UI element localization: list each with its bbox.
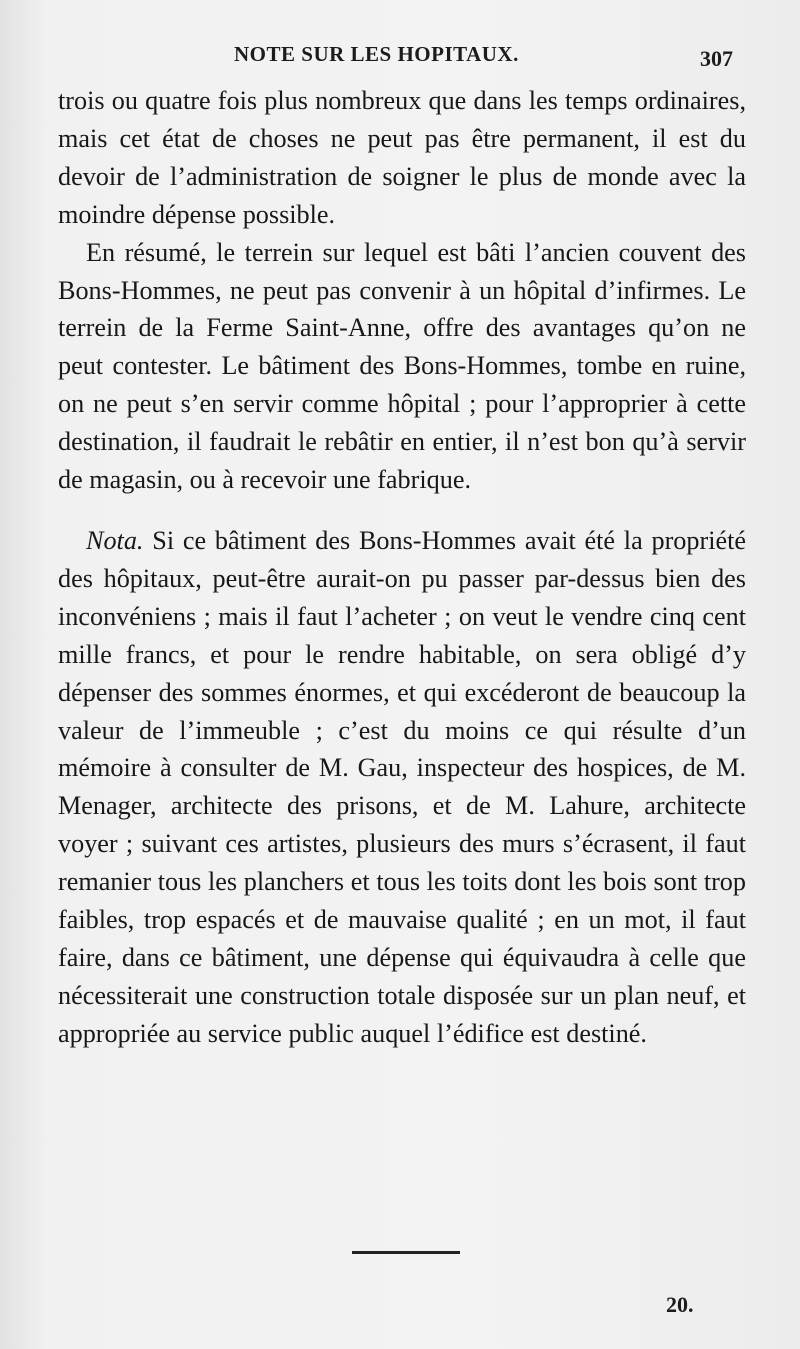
running-head: NOTE SUR LES HOPITAUX.: [234, 42, 519, 66]
paragraph-resume: En résumé, le terrein sur lequel est bâti l’ancien couvent des Bons-Hommes, ne peut pas convenir à un hôpital d’infirmes. Le terrein de la Ferme Saint-Anne, offre des avantages qu’on ne peut contester. Le bâtiment des Bons-Hommes, tombe en ruine, on ne peut s’en servir comme hôpital ; pour l’approprier à cette destination, il faudrait le rebâtir en entier, il n’est bon qu’à servir de magasin, ou à recevoir une fabrique.: [58, 237, 746, 495]
section-divider-rule: [352, 1251, 460, 1254]
nota-label: Nota.: [86, 525, 144, 555]
page-header: [0, 42, 800, 82]
nota-text: Si ce bâtiment des Bons-Hommes avait été la propriété des hôpitaux, peut-être aurait-on pu passer par-dessus bien des inconvéniens ; mais il faut l’acheter ; on veut le vendre cinq cent mille francs, et pour le rendre habitable, on sera obligé d’y dépenser des sommes énormes, et qui excéderont de beaucoup la valeur de l’immeuble ; c’est du moins ce qui résulte d’un mémoire à consulter de M. Gau, inspecteur des hospices, de M. Menager, architecte des prisons, et de M. Lahure, architecte voyer ; suivant ces artistes, plusieurs des murs s’écrasent, il faut remanier tous les planchers et tous les toits dont les bois sont trop faibles, trop espacés et de mauvaise qualité ; en un mot, il faut faire, dans ce bâtiment, une dépense qui équivaudra à celle que nécessiterait une construction totale disposée sur un plan neuf, et appropriée au service public auquel l’édifice est destiné.: [58, 525, 746, 1048]
paragraph-nota: [58, 522, 746, 1053]
body-text: [58, 82, 746, 1053]
page-number: 307: [700, 46, 733, 71]
paragraph-continuation: trois ou quatre fois plus nombreux que dans les temps ordinaires, mais cet état de choses ne peut pas être permanent, il est du devoir de l’administration de soigner le plus de monde avec la moindre dépense possible.: [58, 86, 746, 229]
signature-mark: 20.: [666, 1292, 694, 1317]
